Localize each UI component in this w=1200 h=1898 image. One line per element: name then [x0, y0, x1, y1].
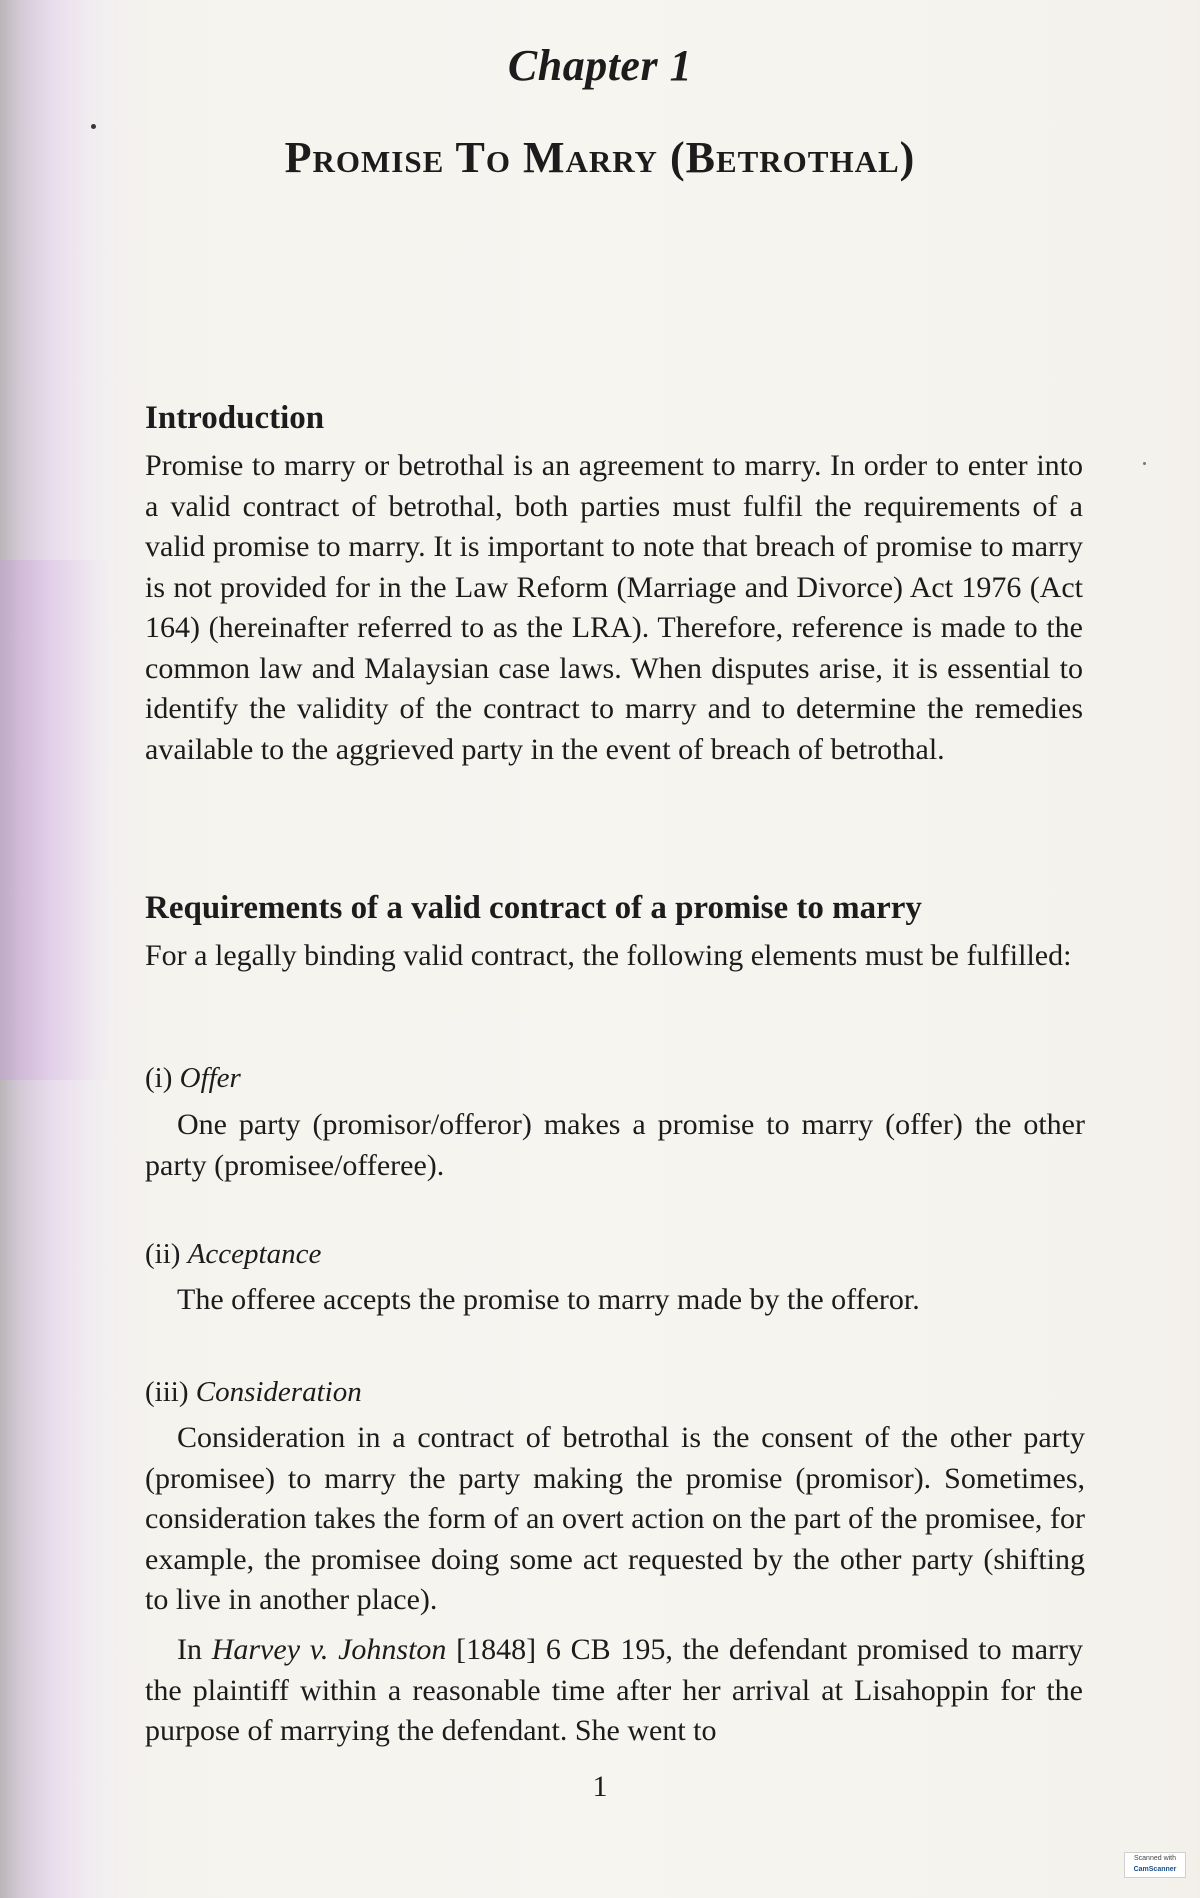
item-label-consideration [145, 1376, 362, 1409]
case-name-plaintiff: Harvey [211, 1633, 301, 1666]
page-number: 1 [592, 1770, 608, 1803]
scanner-watermark [1124, 1852, 1186, 1878]
scanner-line-2: CamScanner [1133, 1866, 1177, 1873]
case-name-defendant: Johnston [338, 1633, 447, 1666]
item-number: (i) [145, 1062, 173, 1094]
scan-speck [91, 124, 96, 129]
item-label-offer [145, 1062, 241, 1095]
introduction-paragraph: Promise to marry or betrothal is an agreement to marry. In order to enter into a valid contract of betrothal, both parties must fulfil the requirements of a valid promise to marry. It is important to note that breach of promise to marry is not provided for in the Law Reform (Marriage and Divorce) Act 1976 (Act 164) (hereinafter referred to as the LRA). Therefore, reference is made to the common law and Malaysian case laws. When disputes arise, it is essential to identify the validity of the contract to marry and to determine the remedies available to the aggrieved party in the event of breach of betrothal. [145, 449, 1083, 766]
section-heading-requirements: Requirements of a valid contract of a promise to marry [145, 890, 922, 926]
case-text: [1848] 6 CB 195, the defendant promised to marry the plaintiff within a reasonable time after her arrival at Lisahoppin for the purpose of marrying the defendant. She went to [145, 1633, 1083, 1747]
item-title: Consideration [195, 1376, 362, 1408]
item-text-acceptance: The offeree accepts the promise to marry made by the offeror. [177, 1283, 920, 1316]
item-title: Acceptance [187, 1238, 322, 1270]
case-prefix: In [177, 1633, 212, 1666]
chapter-title: Promise To Marry (Betrothal) [284, 133, 916, 182]
item-number: (ii) [145, 1238, 181, 1270]
case-paragraph [145, 1630, 1083, 1752]
chapter-label: Chapter 1 [507, 41, 693, 90]
spine-shadow [0, 560, 110, 1080]
item-text-offer: One party (promisor/offeror) makes a promise to marry (offer) the other party (promisee/offeree). [145, 1108, 1085, 1182]
scanner-line-1: Scanned with [1133, 1855, 1177, 1862]
scan-speck [1143, 462, 1146, 465]
item-number: (iii) [145, 1376, 189, 1408]
item-title: Offer [179, 1062, 241, 1094]
item-label-acceptance [145, 1238, 321, 1271]
requirements-intro: For a legally binding valid contract, the following elements must be fulfilled: [145, 939, 1072, 972]
item-text-consideration: Consideration in a contract of betrothal is the consent of the other party (promisee) to marry the party making the promise (promisor). Sometimes, consideration takes the form of an overt action on the part of the promisee, for example, the promisee doing some act requested by the other party (shifting to live in another place). [145, 1421, 1085, 1616]
case-versus: v. [309, 1633, 329, 1666]
section-heading-introduction: Introduction [145, 400, 325, 436]
